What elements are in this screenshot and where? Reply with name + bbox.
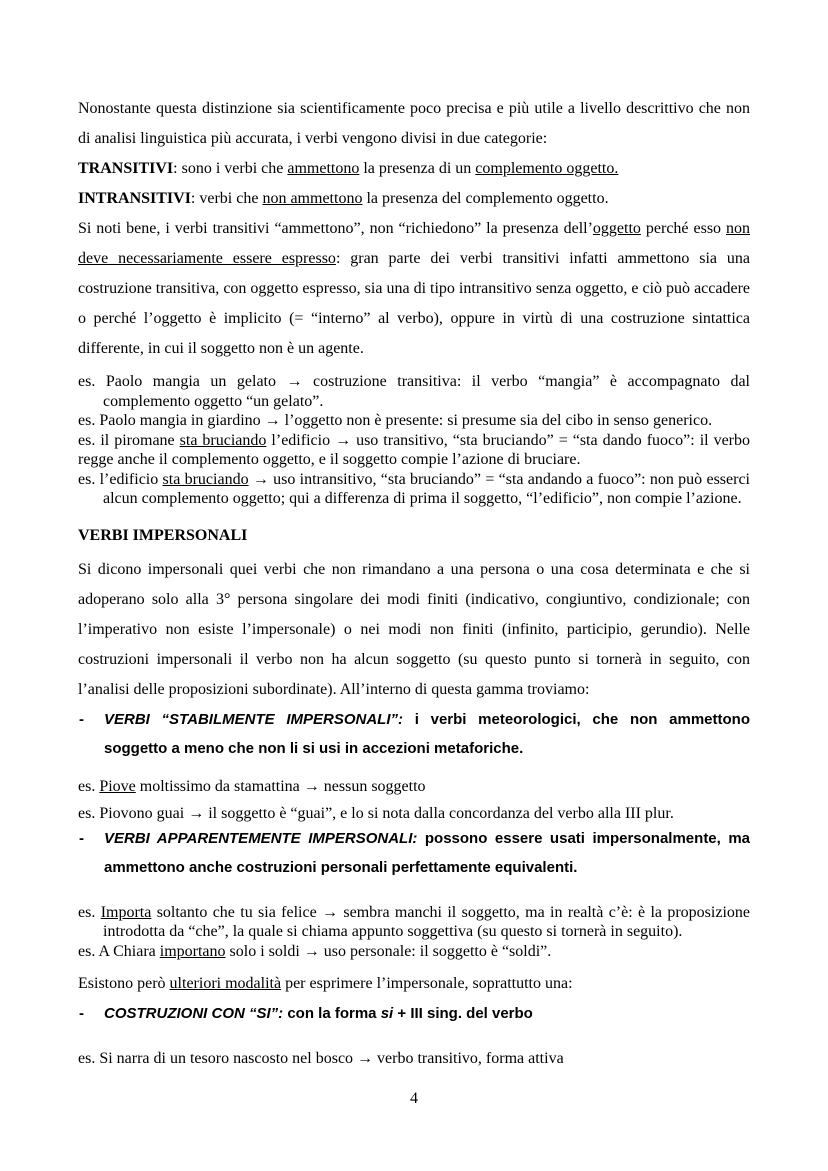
example-line [78,411,750,431]
example-line [78,1049,750,1069]
text-run: soltanto che tu sia felice → sembra manchi il soggetto, ma in realtà c’è: è la proposizione introdotta da “che”, la quale si chiama appunto soggettiva (su questo si tornerà in seguito). [103,903,751,940]
text-run: con la forma [283,1005,381,1022]
bullet-item [78,999,750,1028]
example-line [78,470,750,509]
bullet-marker: - [79,829,84,847]
text-run: es. [78,777,100,795]
text-run: non deve necessariamente essere espresso [78,220,751,267]
text-run: es. l’edificio [78,470,163,488]
text-run: es. Piovono guai → il soggetto è “guai”, e lo si nota dalla concordanza del verbo alla III plur. [78,805,674,822]
text-run: : verbi che [190,190,263,207]
paragraph [78,969,750,999]
example-line [78,777,750,797]
text-run: es. Paolo mangia un gelato → costruzione transitiva: il verbo “mangia” è accompagnato dal complemento oggetto “un gelato”. [78,373,750,410]
text-run: es. il piromane [78,431,180,449]
text-run: es. A Chiara [78,942,160,960]
text-run: ammettono [287,160,360,177]
text-run: sta bruciando [179,431,267,449]
text-run: Esistono però [78,975,170,992]
text-run: importano [159,942,226,960]
bullet-marker: - [79,710,84,728]
text-run: es. Si narra di un tesoro nascosto nel bosco → verbo transitivo, forma attiva [78,1050,564,1067]
text-run: Si dicono impersonali quei verbi che non rimandano a una persona o una cosa determinata e che si adoperano solo alla 3° persona singolare dei modi finiti (indicativo, congiuntivo, condizionale; con l’imperativo non esiste l’impersonale) o nei modi non finiti (infinito, participio, gerundio). Nelle costruzioni impersonali il verbo non ha alcun soggetto (su questo punto si tornerà in seguito, con l’analisi delle proposizioni subordinate). All’interno di questa gamma troviamo: [78,560,750,698]
text-run: sta bruciando [162,470,249,488]
paragraph [78,94,750,154]
paragraph [78,154,750,184]
text-run: Piove [99,777,136,795]
text-run: non ammettono [262,190,363,207]
text-run: complemento oggetto. [475,160,619,177]
page-number: 4 [410,1089,418,1107]
text-run: Nonostante questa distinzione sia scientificamente poco precisa e più utile a livello descrittivo che non di analisi linguistica più accurata, i verbi vengono divisi in due categorie: [78,100,750,147]
text-run: Si noti bene, i verbi transitivi “ammettono”, non “richiedono” la presenza dell’ [78,220,593,237]
text-run: INTRANSITIVI [78,190,191,207]
text-run: i verbi meteorologici, che non ammettono soggetto a meno che non li si usi in accezioni metaforiche. [104,710,750,757]
section-heading [78,521,750,551]
document-body [78,94,750,1069]
text-run: possono essere usati impersonalmente, ma ammettono anche costruzioni personali perfettamente equivalenti. [104,829,751,876]
paragraph [78,555,750,705]
example-line [78,942,750,962]
text-run: : gran parte dei verbi transitivi infatti ammettono sia una costruzione transitiva, con oggetto espresso, sia una di tipo intransitivo senza oggetto, e ciò può accadere o perché l’oggetto è implicito (= “interno” al verbo), oppure in virtù di una costruzione sintattica differente, in cui il soggetto non è un agente. [78,250,750,357]
text-run: Importa [100,903,152,921]
text-run: solo i soldi → uso personale: il soggetto è “soldi”. [225,942,552,960]
text-run: VERBI APPARENTEMENTE IMPERSONALI: [104,829,418,847]
text-run: perché esso [640,220,727,237]
bullet-marker: - [79,1005,84,1022]
text-run: la presenza del complemento oggetto. [362,190,609,207]
text-run: VERBI “STABILMENTE IMPERSONALI”: [104,710,403,728]
example-line [78,372,750,411]
text-run: la presenza di un [359,160,476,177]
text-run: l’edificio → uso transitivo, “sta bruciando” = “sta dando fuoco”: il verbo regge anche il complemento oggetto, e il soggetto compie l’azione di bruciare. [78,431,751,468]
paragraph [78,184,750,214]
text-run: es. Paolo mangia in giardino → l’oggetto non è presente: si presume sia del cibo in senso generico. [78,412,713,429]
text-run: COSTRUZIONI CON “SI”: [104,1005,284,1022]
text-run: + III sing. del verbo [393,1005,533,1022]
example-line [78,804,750,824]
bullet-item [78,824,750,882]
text-run: → uso intransitivo, “sta bruciando” = “sta andando a fuoco”: non può esserci alcun complemento oggetto; qui a differenza di prima il soggetto, “l’edificio”, non compie l’azione. [103,470,750,507]
example-line [78,431,750,470]
text-run: TRANSITIVI [78,160,174,177]
text-run: VERBI IMPERSONALI [78,526,248,544]
paragraph [78,214,750,364]
example-line [78,903,750,942]
text-run: moltissimo da stamattina → nessun soggetto [135,777,426,795]
text-run: : sono i verbi che [173,160,288,177]
text-run: ulteriori modalità [169,975,282,992]
text-run: per esprimere l’impersonale, soprattutto una: [281,975,573,992]
bullet-item [78,705,750,763]
text-run: es. [78,903,101,921]
text-run: oggetto [592,220,641,237]
text-run: si [380,1005,394,1022]
